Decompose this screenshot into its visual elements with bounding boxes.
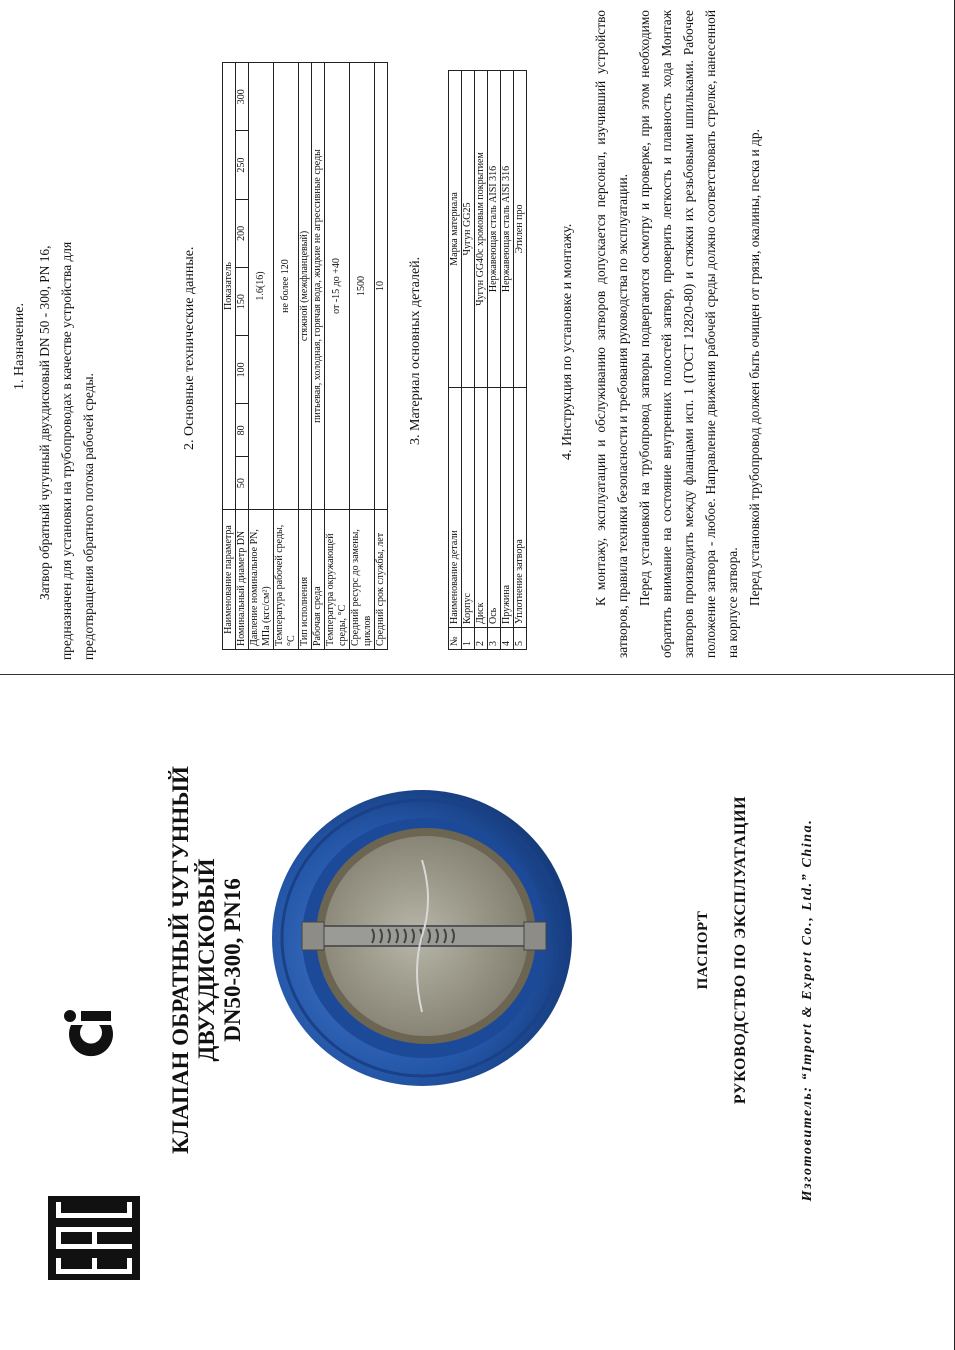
part-material: Чугун GG25	[462, 71, 475, 388]
part-material: Нержавеющая сталь AISI 316	[488, 71, 501, 388]
param-cell: Средний срок службы, лет	[375, 510, 388, 650]
part-name: Пружина	[501, 388, 514, 628]
section-4-paragraph-1: К монтажу, эксплуатации и обслуживанию затворов допускается персонал, изучивший устройство затворов, правила техники безопасности и требования руководства по эксплуатации.	[593, 10, 630, 658]
section-1-text	[34, 20, 100, 660]
row-no: 5	[514, 628, 527, 650]
table-row	[312, 63, 325, 650]
table-row	[475, 71, 488, 650]
table-row	[514, 71, 527, 650]
part-name: Ось	[488, 388, 501, 628]
cover-title-line-3: DN50-300, PN16	[220, 878, 245, 1042]
section-1-line-3: предотвращения обратного потока рабочей среды.	[81, 373, 96, 660]
param-cell: Температура рабочей среды, °С	[274, 510, 299, 650]
cover-title-line-1: КЛАПАН ОБРАТНЫЙ ЧУГУННЫЙ	[168, 766, 193, 1154]
param-cell: Давление номинальное PN, MПа (кгс/см²)	[249, 510, 274, 650]
manual-heading: РУКОВОДСТВО ПО ЭКСПЛУАТАЦИИ	[732, 795, 749, 1105]
table-row	[462, 71, 475, 650]
section-4-heading: 4. Инструкция по установке и монтажу.	[560, 223, 575, 460]
param-cell: Рабочая среда	[312, 510, 325, 650]
company-logo-icon	[55, 1001, 127, 1065]
table-row	[299, 63, 312, 650]
section-4-text	[590, 10, 766, 658]
part-name: Диск	[475, 388, 488, 628]
dn-value-cell: 250	[236, 131, 249, 199]
value-cell: 10	[375, 63, 388, 510]
materials-table	[448, 70, 527, 650]
dn-value-cell: 100	[236, 336, 249, 404]
table-row	[488, 71, 501, 650]
section-4-paragraph-3: Перед установкой трубопровод должен быть очищен от грязи, окалины, песка и др.	[747, 129, 762, 606]
technical-data-table	[222, 62, 388, 650]
table-row	[375, 63, 388, 650]
value-cell: 1.6(16)	[249, 63, 274, 510]
part-material: Нержавеющая сталь AISI 316	[501, 71, 514, 388]
part-name: Уплотнение затвора	[514, 388, 527, 628]
param-cell: Номинальный диаметр DN	[236, 510, 249, 650]
value-cell: 1500	[350, 63, 375, 510]
row-no: 2	[475, 628, 488, 650]
part-name: Корпус	[462, 388, 475, 628]
cover-title-line-2: ДВУХДИСКОВЫЙ	[194, 858, 219, 1062]
dn-value-cell: 300	[236, 63, 249, 131]
section-1-heading: 1. Назначение.	[12, 303, 27, 390]
dn-value-cell: 200	[236, 199, 249, 267]
section-1-line-2: предназначен для установки на трубопроводах в качестве устройства для	[59, 241, 74, 660]
col-header-material: Марка материала	[449, 71, 462, 388]
table-row	[274, 63, 299, 650]
table-row	[236, 63, 249, 650]
dn-value-cell: 50	[236, 457, 249, 510]
dn-value-cell: 80	[236, 404, 249, 457]
param-cell: Тип исполнения	[299, 510, 312, 650]
value-cell: не более 120	[274, 63, 299, 510]
section-2-heading: 2. Основные технические данные.	[182, 246, 197, 450]
row-no: 3	[488, 628, 501, 650]
passport-heading: ПАСПОРТ	[695, 910, 711, 990]
param-cell: Средний ресурс до замены, циклов	[350, 510, 375, 650]
table-header-row	[449, 71, 462, 650]
value-cell: питьевая, холодная, горячая вода, жидкие не агрессивные среды	[312, 63, 325, 510]
table-row	[350, 63, 375, 650]
table-row	[501, 71, 514, 650]
row-no: 4	[501, 628, 514, 650]
param-cell: Температура окружающей среды, °С	[325, 510, 350, 650]
value-cell: стяжной (межфланцевый)	[299, 63, 312, 510]
dn-value-cell: 150	[236, 267, 249, 335]
manufacturer-line: Изготовитель: “Import & Export Co., Ltd.” China.	[800, 818, 815, 1202]
col-header-no: №	[449, 628, 462, 650]
valve-product-photo	[262, 780, 582, 1100]
table-row	[249, 63, 274, 650]
value-cell: от -15 до +40	[325, 63, 350, 510]
section-4-paragraph-2: Перед установкой на трубопровод затворы подвергаются осмотру и проверке, при этом необходимо обратить внимание на состояние внутренних полостей затвор, проверить легкость и плавность хода Монтаж затворов производить между фланцами исп. 1 (ГОСТ 12820-80) и стяжки их резьбовыми шпильками. Рабочее положение затвора - любое. Направление движения рабочей среды должно соответствовать стрелке, нанесенной на корпусе затвора.	[637, 10, 740, 658]
section-3-heading: 3. Материал основных деталей.	[408, 256, 423, 445]
page-fold-line	[0, 674, 955, 675]
col-header-param: Наименование параметра	[223, 510, 236, 650]
part-material: Чугун GG40с хромовым покрытием	[475, 71, 488, 388]
table-row	[325, 63, 350, 650]
eac-certification-logo	[48, 1196, 140, 1280]
col-header-value: Показатель	[223, 63, 236, 510]
row-no: 1	[462, 628, 475, 650]
cover-title	[168, 700, 246, 1220]
table-header-row	[223, 63, 236, 650]
section-1-line-1: Затвор обратный чугунный двухдисковый DN 50 - 300, PN 16,	[37, 245, 52, 600]
col-header-name: Наименование детали	[449, 388, 462, 628]
part-material: Этилен про	[514, 71, 527, 388]
